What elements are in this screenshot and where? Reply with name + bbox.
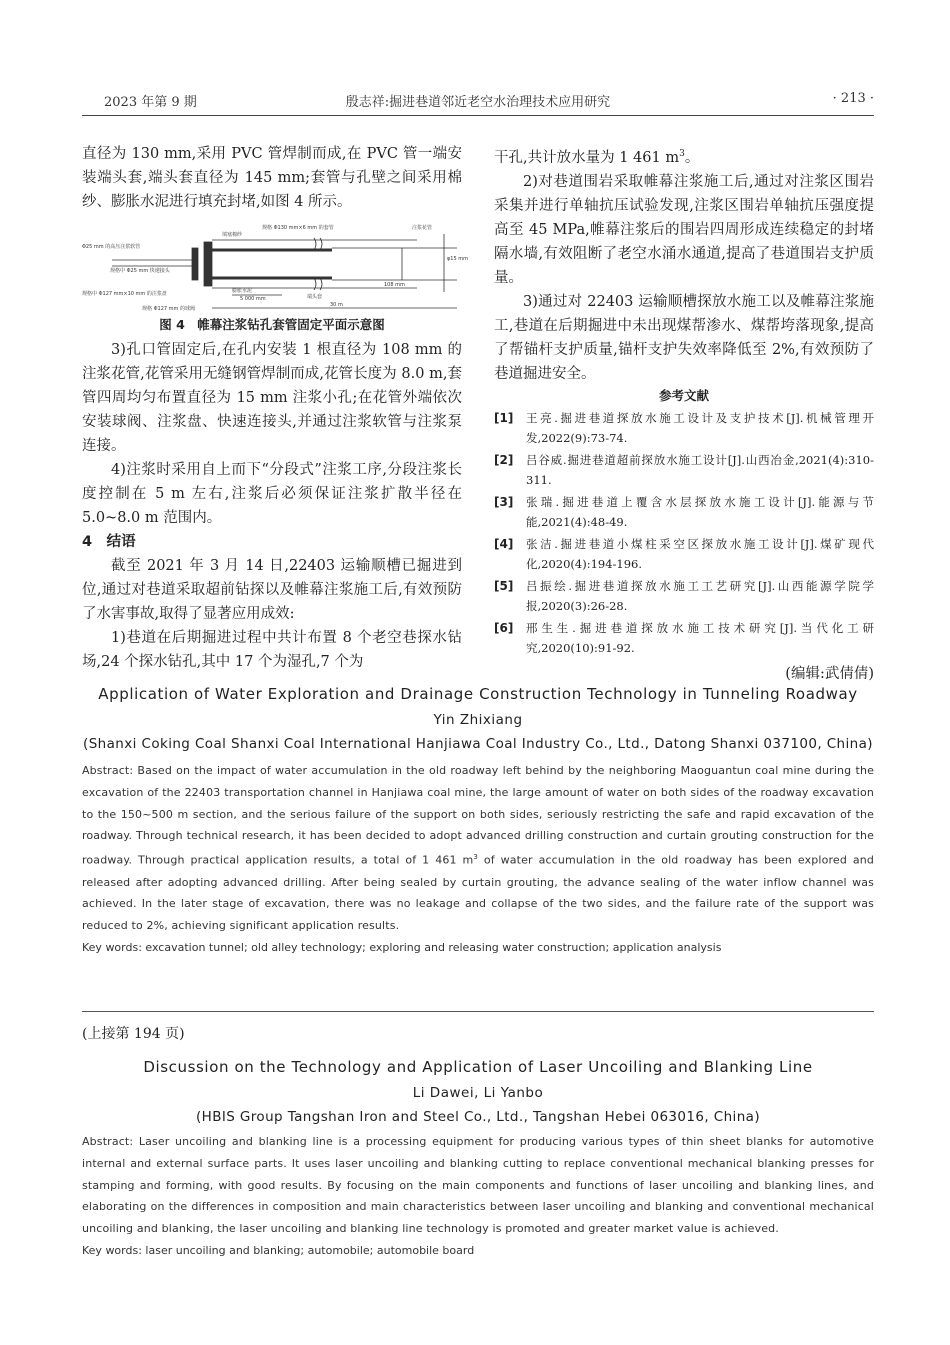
reference-item: [4] 张洁.掘进巷道小煤柱采空区探放水施工设计[J].煤矿现代化,2020(4):194-196. xyxy=(494,536,874,571)
figure-caption: 图 4 帷幕注浆钻孔套管固定平面示意图 xyxy=(159,317,385,332)
paragraph: 4)注浆时采用自上而下“分段式”注浆工序,分段注浆长度控制在 5 m 左右,注浆后必须保证注浆扩散半径在 5.0~8.0 m 范围内。 xyxy=(82,462,462,526)
page-number: · 213 · xyxy=(832,91,874,106)
paragraph: 2)对巷道围岩采取帷幕注浆施工后,通过对注浆区围岩采集并进行单轴抗压试验发现,注浆区围岩单轴抗压强度提高至 45 MPa,帷幕注浆后的围岩四周形成连续稳定的封堵隔水墙,有效阻断了老空水涌水通道,提高了巷道围岩支护质量。 xyxy=(494,173,874,286)
paragraph: 截至 2021 年 3 月 14 日,22403 运输顺槽已掘进到位,通过对巷道采取超前钻探以及帷幕注浆施工后,有效预防了水害事故,取得了显著应用成效: xyxy=(82,558,462,622)
editor-note: (编辑:武倩倩) xyxy=(785,665,874,682)
header-rule xyxy=(82,115,874,116)
english-affiliation-2: (HBIS Group Tangshan Iron and Steel Co., Ltd., Tangshan Hebei 063016, China) xyxy=(196,1109,760,1125)
cement-label: 膨胀水泥 xyxy=(232,288,253,294)
paragraph: 1)巷道在后期掘进过程中共计布置 8 个老空巷探水钻场,24 个探水钻孔,其中 17 个为湿孔,7 个为 xyxy=(82,630,462,670)
ball-valve-label: 规格 Φ127 mm 的球阀 xyxy=(142,306,195,312)
grout-disc-label: 规格中 Φ127 mm×10 mm 的注浆盘 xyxy=(82,291,167,297)
reference-item: [3] 张瑞.掘进巷道上覆含水层探放水施工设计[J].能源与节能,2021(4):48-49. xyxy=(494,494,874,529)
running-header xyxy=(82,91,874,113)
paragraph: 干孔,共计放水量为 1 461 $m^3$。 xyxy=(494,149,700,166)
english-abstract-block xyxy=(82,681,874,959)
english-affiliation: (Shanxi Coking Coal Shanxi Coal International Hanjiawa Coal Industry Co., Ltd., Datong Shanxi 037100, China) xyxy=(83,736,873,752)
reference-item: [1] 王亮.掘进巷道探放水施工设计及支护技术[J].机械管理开发,2022(9):73-74. xyxy=(494,410,874,445)
references-title: 参考文献 xyxy=(658,387,709,403)
paragraph: 3)孔口管固定后,在孔内安装 1 根直径为 108 mm 的注浆花管,花管采用无缝钢管焊制而成,花管长度为 8.0 m,套管四周均匀布置直径为 15 mm 注浆小孔;在花管外端依次安装球阀、注浆盘、快速连接头,并通过注浆软管与注浆泵连接。 xyxy=(82,342,462,454)
length-30m-label: 30 m xyxy=(330,302,343,308)
quick-joint-label: 规格中 Φ25 mm 快速接头 xyxy=(110,268,170,274)
english-title-2: Discussion on the Technology and Application of Laser Uncoiling and Blanking Line xyxy=(143,1058,813,1076)
paragraph: 3)通过对 22403 运输顺槽探放水施工以及帷幕注浆施工,巷道在后期掘进中未出现煤帮渗水、煤帮垮落现象,提高了帮锚杆支护质量,锚杆支护失效率降低至 2%,有效预防了巷道掘进安全。 xyxy=(494,293,874,382)
section-heading: 4 结语 xyxy=(82,534,136,550)
english-abstract-2: Abstract: Laser uncoiling and blanking line is a processing equipment for producing various types of thin sheet blanks for automotive internal and external surface parts. It uses laser uncoiling and blanking cutting to replace conventional mechanical blanking presses for stamping and forming, with good results. By focusing on the main components and functions of laser uncoiling and blanking lines, and elaborating on the differences in composition and main characteristics between laser uncoiling and blanking and conventional mechanical uncoiling and blanking, the laser uncoiling and blanking line technology is promoted and greater market value is achieved. xyxy=(82,1135,874,1236)
small-hole-label: φ15 mm xyxy=(447,256,468,262)
reference-list xyxy=(494,408,874,658)
casing-label: 规格 Φ130 mm×6 mm 的套管 xyxy=(262,225,334,231)
cotton-label: 填塞棉纱 xyxy=(222,232,243,238)
english-author: Yin Zhixiang xyxy=(433,712,523,728)
english-title: Application of Water Exploration and Drainage Construction Technology in Tunneling Roadway xyxy=(98,685,858,703)
english-abstract: Abstract: Based on the impact of water accumulation in the old roadway left behind by the neighboring Maoguantun coal mine during the excavation of the 22403 transportation channel in Hanjiawa coal mine, the large amount of water on both sides of the roadway excavation to the 150~500 m section, and the serious failure of the support on both sides, seriously restricting the safe and rapid excavation of the roadway. Through technical research, it has been decided to adopt advanced drilling construction and curtain grouting construction for the roadway. Through practical application results, a total of 1 461 $m^3$ of water accumulation in the old roadway has been explored and released after adopting advanced drilling. After being sealed by curtain grouting, the advance sealing of the water inflow channel was achieved. In the later stage of excavation, there was no leakage and collapse of the two sides, and the failure rate of the support was reduced to 2%, achieving significant application results. xyxy=(82,764,874,933)
reference-item: [2] 吕谷威.掘进巷道超前探放水施工设计[J].山西冶金,2021(4):310-311. xyxy=(494,452,874,487)
english-abstract-block-2 xyxy=(82,1054,874,1262)
figure-4 xyxy=(82,220,468,312)
paragraph: 直径为 130 mm,采用 PVC 管焊制而成,在 PVC 管一端安装端头套,端头套直径为 145 mm;套管与孔壁之间采用棉纱、膨胀水泥进行填充封堵,如图 4 所示。 xyxy=(82,146,462,210)
left-column xyxy=(82,142,468,674)
reference-item: [6] 邢生生.掘进巷道探放水施工技术研究[J].当代化工研究,2020(10):91-92. xyxy=(494,620,874,655)
hose-label: Φ25 mm 的高压注浆软管 xyxy=(82,244,141,250)
english-keywords-2: Key words: laser uncoiling and blanking; automobile; automobile board xyxy=(82,1243,475,1257)
end-sleeve-label: 端头套 xyxy=(307,294,323,300)
diameter-108-label: 108 mm xyxy=(384,282,405,288)
english-keywords: Key words: excavation tunnel; old alley technology; exploring and releasing water construction; application analysis xyxy=(82,941,722,955)
running-title: 殷志祥:掘进巷道邻近老空水治理技术应用研究 xyxy=(345,95,611,110)
english-author-2: Li Dawei, Li Yanbo xyxy=(412,1085,544,1101)
grout-pipe-label: 注浆花管 xyxy=(412,225,433,231)
issue-label: 2023 年第 9 期 xyxy=(104,95,197,110)
section-separator xyxy=(82,1011,874,1012)
continued-note: (上接第 194 页) xyxy=(82,1026,185,1042)
casing-diagram xyxy=(82,220,468,312)
length-5000-label: 5 000 mm xyxy=(240,296,266,302)
right-column xyxy=(494,142,874,686)
reference-item: [5] 吕振绘.掘进巷道探放水施工工艺研究[J].山西能源学院学报,2020(3):26-28. xyxy=(494,578,874,613)
